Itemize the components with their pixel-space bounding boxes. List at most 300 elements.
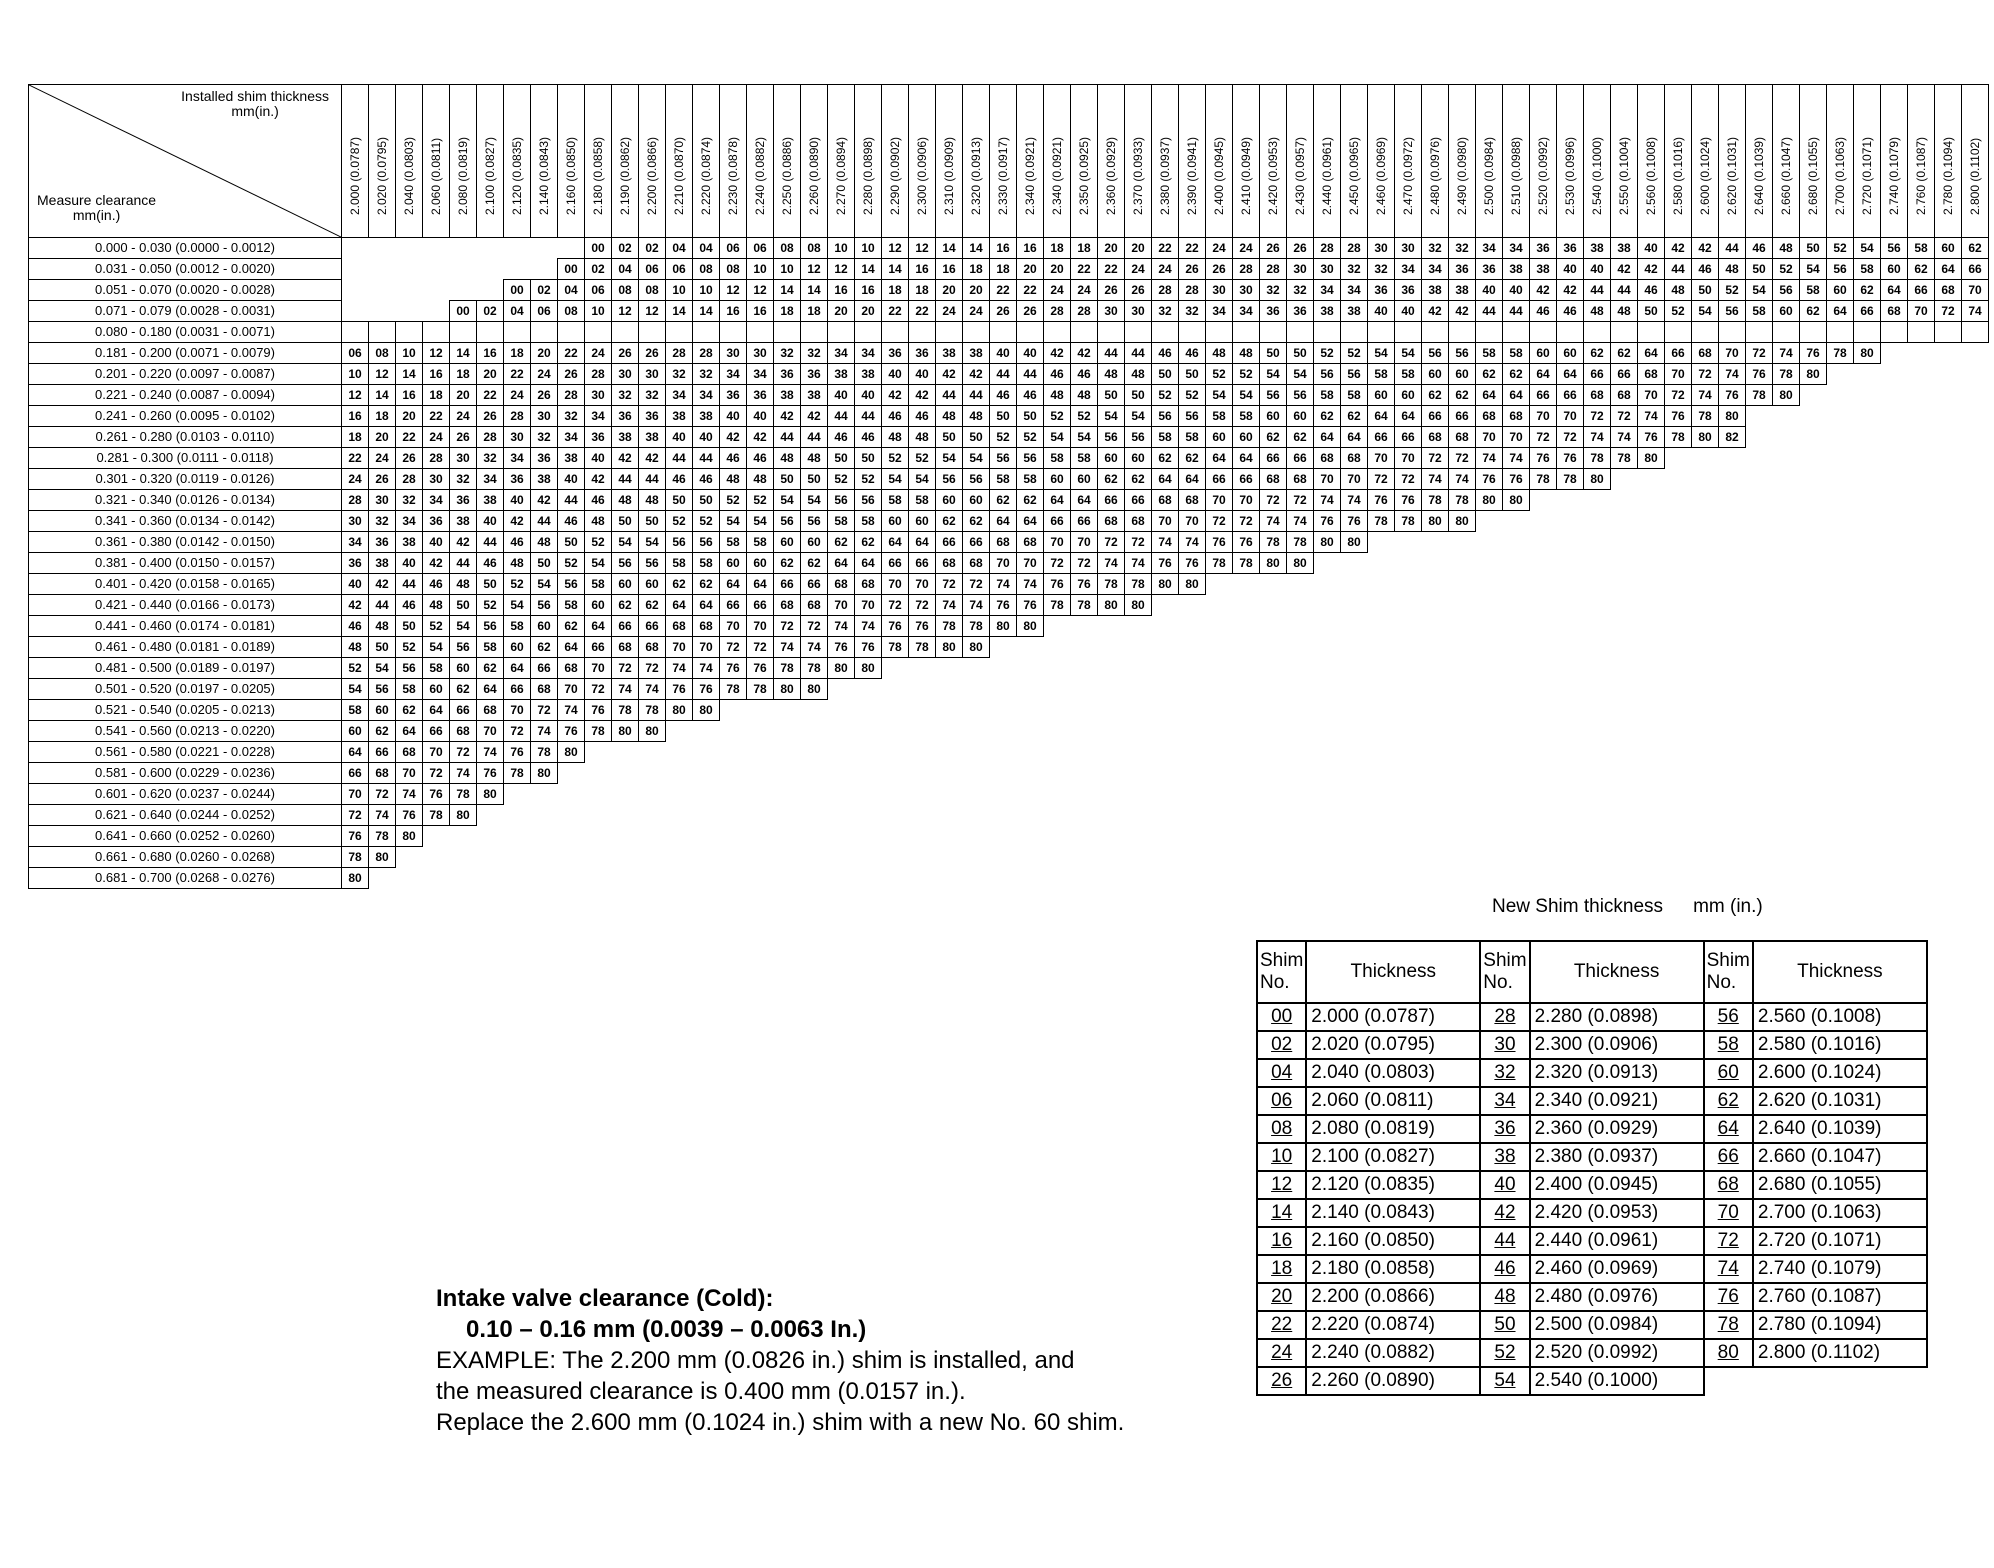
shim-number-cell: 70 (1638, 385, 1665, 406)
shim-number-cell: 34 (666, 385, 693, 406)
shim-number-cell: 78 (639, 700, 666, 721)
empty-cell (612, 826, 639, 847)
shim-number-cell: 70 (1665, 364, 1692, 385)
empty-cell (504, 826, 531, 847)
column-header-label: 2.270 (0.0894) (834, 136, 848, 215)
empty-cell (1881, 826, 1908, 847)
shim-number-cell: 62 (1800, 301, 1827, 322)
shim-number: 02 (1257, 1031, 1306, 1059)
shim-number-cell: 38 (612, 427, 639, 448)
shim-number-cell: 56 (1260, 385, 1287, 406)
empty-cell (1098, 742, 1125, 763)
shim-thickness: 2.700 (0.1063) (1753, 1199, 1927, 1227)
clearance-range-label: 0.361 - 0.380 (0.0142 - 0.0150) (29, 532, 342, 553)
shim-number-cell: 68 (963, 553, 990, 574)
shim-number-cell: 62 (531, 637, 558, 658)
blank-cell (855, 322, 882, 343)
empty-cell (1962, 721, 1989, 742)
empty-cell (1179, 700, 1206, 721)
shim-number-cell: 56 (666, 532, 693, 553)
empty-cell (1476, 553, 1503, 574)
empty-cell (1395, 784, 1422, 805)
clearance-range-label: 0.581 - 0.600 (0.0229 - 0.0236) (29, 763, 342, 784)
shim-number-cell: 30 (1125, 301, 1152, 322)
empty-cell (909, 784, 936, 805)
clearance-range-label: 0.221 - 0.240 (0.0087 - 0.0094) (29, 385, 342, 406)
empty-cell (747, 868, 774, 889)
shim-number-cell: 38 (639, 427, 666, 448)
empty-cell (990, 700, 1017, 721)
shim-number: 64 (1704, 1115, 1753, 1143)
shim-number-cell: 28 (558, 385, 585, 406)
empty-cell (1044, 700, 1071, 721)
shim-number-cell: 38 (369, 553, 396, 574)
shim-number-cell: 68 (666, 616, 693, 637)
shim-number-cell: 30 (1368, 238, 1395, 259)
empty-cell (1260, 616, 1287, 637)
empty-cell (1422, 742, 1449, 763)
shim-number-cell: 42 (801, 406, 828, 427)
empty-cell (612, 868, 639, 889)
empty-cell (342, 280, 369, 301)
shim-number-cell: 76 (1368, 490, 1395, 511)
shim-number-cell: 58 (558, 595, 585, 616)
empty-cell (1719, 658, 1746, 679)
shim-number-cell: 70 (1557, 406, 1584, 427)
shim-number-cell: 78 (1692, 406, 1719, 427)
shim-number-cell: 78 (342, 847, 369, 868)
installed-shim-column-header (990, 85, 1017, 238)
installed-shim-column-header (720, 85, 747, 238)
empty-cell (747, 784, 774, 805)
shim-number-cell: 56 (612, 553, 639, 574)
shim-number-cell: 38 (936, 343, 963, 364)
shim-number-cell: 52 (1152, 385, 1179, 406)
shim-number-cell: 66 (963, 532, 990, 553)
empty-cell (1773, 574, 1800, 595)
installed-shim-column-header (1665, 85, 1692, 238)
empty-cell (720, 784, 747, 805)
shim-number-cell: 26 (639, 343, 666, 364)
shim-number-cell: 78 (504, 763, 531, 784)
empty-cell (1530, 574, 1557, 595)
shim-number-cell: 76 (1503, 469, 1530, 490)
shim-number-cell: 32 (477, 448, 504, 469)
shim-number-cell: 54 (342, 679, 369, 700)
shim-number-cell: 24 (936, 301, 963, 322)
table-row (29, 259, 1989, 280)
empty-cell (1719, 616, 1746, 637)
shim-number-cell: 26 (1098, 280, 1125, 301)
shim-number-cell: 24 (1206, 238, 1233, 259)
shim-number-cell: 64 (828, 553, 855, 574)
shim-thickness: 2.540 (0.1000) (1530, 1367, 1704, 1395)
shim-number-cell: 50 (1800, 238, 1827, 259)
shim-number-cell: 34 (1422, 259, 1449, 280)
table-row (29, 637, 1989, 658)
empty-cell (396, 847, 423, 868)
shim-number-cell: 36 (612, 406, 639, 427)
empty-cell (1287, 868, 1314, 889)
empty-cell (612, 847, 639, 868)
empty-cell (1908, 490, 1935, 511)
empty-cell (1368, 574, 1395, 595)
empty-cell (1422, 826, 1449, 847)
table-row (29, 574, 1989, 595)
empty-cell (1638, 574, 1665, 595)
empty-cell (1908, 784, 1935, 805)
shim-number-cell: 72 (1044, 553, 1071, 574)
shim-number-cell: 66 (1233, 469, 1260, 490)
shim-number-cell: 38 (855, 364, 882, 385)
empty-cell (1719, 868, 1746, 889)
shim-number-cell: 46 (666, 469, 693, 490)
empty-cell (1422, 805, 1449, 826)
empty-cell (1287, 679, 1314, 700)
empty-cell (1773, 616, 1800, 637)
shim-number-cell: 38 (1449, 280, 1476, 301)
empty-cell (1935, 511, 1962, 532)
empty-cell (1422, 700, 1449, 721)
shim-number-cell: 32 (1422, 238, 1449, 259)
shim-number-cell: 42 (1557, 280, 1584, 301)
column-header-label: 2.100 (0.0827) (483, 136, 497, 215)
shim-number-cell: 50 (693, 490, 720, 511)
blank-cell (585, 322, 612, 343)
shim-number-cell: 20 (1125, 238, 1152, 259)
blank-cell (342, 322, 369, 343)
empty-cell (1854, 553, 1881, 574)
empty-cell (1854, 406, 1881, 427)
shim-number-cell: 64 (504, 658, 531, 679)
shim-number-cell: 58 (693, 553, 720, 574)
shim-number-cell: 64 (558, 637, 585, 658)
empty-cell (1908, 595, 1935, 616)
shim-number-cell: 16 (747, 301, 774, 322)
empty-cell (1753, 1367, 1927, 1395)
empty-cell (1800, 553, 1827, 574)
shim-number-cell: 54 (612, 532, 639, 553)
empty-cell (1854, 574, 1881, 595)
shim-number-cell: 62 (1017, 490, 1044, 511)
shim-number-cell: 74 (612, 679, 639, 700)
shim-number-cell: 32 (396, 490, 423, 511)
shim-number-cell: 70 (1530, 406, 1557, 427)
shim-number-cell: 24 (1044, 280, 1071, 301)
table-row (29, 742, 1989, 763)
empty-cell (1827, 595, 1854, 616)
shim-number-cell: 02 (612, 238, 639, 259)
empty-cell (1719, 742, 1746, 763)
shim-number-cell: 36 (585, 427, 612, 448)
shim-number-cell: 70 (882, 574, 909, 595)
shim-thickness: 2.300 (0.0906) (1530, 1031, 1704, 1059)
empty-cell (1287, 574, 1314, 595)
empty-cell (423, 826, 450, 847)
shim-number-cell: 12 (612, 301, 639, 322)
shim-number-cell: 64 (1530, 364, 1557, 385)
shim-number-cell: 64 (1557, 364, 1584, 385)
empty-cell (1179, 742, 1206, 763)
empty-cell (1962, 805, 1989, 826)
empty-cell (1746, 553, 1773, 574)
empty-cell (1746, 679, 1773, 700)
empty-cell (1233, 826, 1260, 847)
empty-cell (477, 259, 504, 280)
shim-number-cell: 46 (396, 595, 423, 616)
shim-number-cell: 46 (990, 385, 1017, 406)
empty-cell (855, 721, 882, 742)
shim-number: 70 (1704, 1199, 1753, 1227)
shim-number-cell: 76 (1557, 448, 1584, 469)
empty-cell (909, 700, 936, 721)
shim-number-cell: 58 (1206, 406, 1233, 427)
blank-cell (1665, 322, 1692, 343)
shim-number-cell: 42 (585, 469, 612, 490)
shim-number-cell: 66 (909, 553, 936, 574)
shim-thickness: 2.720 (0.1071) (1753, 1227, 1927, 1255)
empty-cell (1719, 532, 1746, 553)
empty-cell (1827, 868, 1854, 889)
empty-cell (1179, 868, 1206, 889)
shim-number-cell: 48 (1584, 301, 1611, 322)
shim-number-cell: 60 (1368, 385, 1395, 406)
shim-number-cell: 66 (801, 574, 828, 595)
empty-cell (1935, 448, 1962, 469)
empty-cell (1287, 721, 1314, 742)
shim-number-cell: 32 (801, 343, 828, 364)
empty-cell (1692, 448, 1719, 469)
empty-cell (936, 784, 963, 805)
empty-cell (1152, 784, 1179, 805)
shim-number-cell: 66 (1422, 406, 1449, 427)
shim-number-cell: 58 (585, 574, 612, 595)
shim-number-cell: 30 (504, 427, 531, 448)
shim-number-cell: 66 (531, 658, 558, 679)
shim-number-cell: 56 (1341, 364, 1368, 385)
empty-cell (1476, 679, 1503, 700)
shim-number-cell: 66 (450, 700, 477, 721)
empty-cell (1854, 700, 1881, 721)
empty-cell (855, 700, 882, 721)
column-header-label: 2.540 (0.1000) (1590, 136, 1604, 215)
empty-cell (1881, 448, 1908, 469)
empty-cell (1287, 700, 1314, 721)
shim-number-cell: 42 (909, 385, 936, 406)
measure-clearance-label-line2: mm(in.) (72, 207, 121, 223)
empty-cell (1827, 385, 1854, 406)
empty-cell (1638, 742, 1665, 763)
installed-shim-column-header (936, 85, 963, 238)
empty-cell (1854, 364, 1881, 385)
shim-thickness: 2.440 (0.0961) (1530, 1227, 1704, 1255)
empty-cell (1881, 679, 1908, 700)
shim-number-cell: 62 (1341, 406, 1368, 427)
shim-number-cell: 76 (1179, 553, 1206, 574)
shim-number-cell: 76 (909, 616, 936, 637)
empty-cell (1395, 658, 1422, 679)
shim-number-cell: 80 (639, 721, 666, 742)
empty-cell (990, 742, 1017, 763)
shim-number-cell: 68 (1638, 364, 1665, 385)
shim-number-cell: 74 (936, 595, 963, 616)
shim-number-cell: 74 (1449, 469, 1476, 490)
empty-cell (1152, 826, 1179, 847)
shim-thickness: 2.140 (0.0843) (1306, 1199, 1480, 1227)
shim-number-cell: 78 (1530, 469, 1557, 490)
clearance-range-label: 0.541 - 0.560 (0.0213 - 0.0220) (29, 721, 342, 742)
shim-number-cell: 24 (1125, 259, 1152, 280)
empty-cell (531, 805, 558, 826)
table-row (29, 343, 1989, 364)
empty-cell (1665, 553, 1692, 574)
empty-cell (1773, 763, 1800, 784)
shim-number-cell: 74 (1152, 532, 1179, 553)
shim-number-cell: 62 (855, 532, 882, 553)
empty-cell (1827, 427, 1854, 448)
empty-cell (882, 805, 909, 826)
empty-cell (1530, 847, 1557, 868)
blank-cell (1611, 322, 1638, 343)
empty-cell (1287, 658, 1314, 679)
shim-number-cell: 64 (855, 553, 882, 574)
empty-cell (1800, 469, 1827, 490)
shim-number-cell: 72 (1287, 490, 1314, 511)
shim-number-cell: 68 (801, 595, 828, 616)
empty-cell (1692, 700, 1719, 721)
shim-number-cell: 52 (1719, 280, 1746, 301)
empty-cell (1314, 553, 1341, 574)
shim-number-cell: 30 (1206, 280, 1233, 301)
shim-number-cell: 74 (477, 742, 504, 763)
shim-number-cell: 44 (801, 427, 828, 448)
empty-cell (1800, 679, 1827, 700)
shim-number-cell: 10 (666, 280, 693, 301)
shim-number-cell: 08 (720, 259, 747, 280)
shim-number-cell: 04 (504, 301, 531, 322)
column-header-label: 2.520 (0.0992) (1536, 136, 1550, 215)
table-row (29, 721, 1989, 742)
table-row (29, 616, 1989, 637)
shim-number-cell: 60 (801, 532, 828, 553)
shim-number-cell: 34 (1233, 301, 1260, 322)
shim-number-cell: 68 (450, 721, 477, 742)
shim-number-cell: 62 (1152, 448, 1179, 469)
empty-cell (1476, 637, 1503, 658)
empty-cell (1260, 679, 1287, 700)
empty-cell (963, 868, 990, 889)
shim-number-cell: 48 (1611, 301, 1638, 322)
empty-cell (1800, 448, 1827, 469)
shim-number: 20 (1257, 1283, 1306, 1311)
empty-cell (1476, 868, 1503, 889)
empty-cell (1098, 805, 1125, 826)
shim-number-cell: 30 (450, 448, 477, 469)
table-row (29, 490, 1989, 511)
empty-cell (1827, 406, 1854, 427)
empty-cell (1314, 847, 1341, 868)
shim-number-cell: 20 (369, 427, 396, 448)
empty-cell (1341, 553, 1368, 574)
empty-cell (1962, 763, 1989, 784)
empty-cell (1476, 574, 1503, 595)
shim-number-cell: 62 (558, 616, 585, 637)
shim-number-cell: 58 (1746, 301, 1773, 322)
empty-cell (747, 826, 774, 847)
empty-cell (1935, 826, 1962, 847)
shim-number-cell: 14 (963, 238, 990, 259)
empty-cell (1584, 637, 1611, 658)
installed-shim-column-header (585, 85, 612, 238)
installed-shim-column-header (1557, 85, 1584, 238)
empty-cell (1449, 595, 1476, 616)
empty-cell (504, 847, 531, 868)
empty-cell (1881, 742, 1908, 763)
empty-cell (1557, 742, 1584, 763)
empty-cell (1638, 868, 1665, 889)
shim-number-cell: 26 (1125, 280, 1152, 301)
table-row (1257, 1339, 1927, 1367)
shim-number-cell: 80 (450, 805, 477, 826)
shim-number-cell: 72 (801, 616, 828, 637)
shim-number-cell: 44 (1503, 301, 1530, 322)
installed-shim-column-header (504, 85, 531, 238)
empty-cell (1584, 721, 1611, 742)
empty-cell (1746, 700, 1773, 721)
shim-number-cell: 50 (639, 511, 666, 532)
empty-cell (1584, 574, 1611, 595)
shim-number-cell: 34 (396, 511, 423, 532)
empty-cell (1773, 805, 1800, 826)
shim-number-cell: 42 (639, 448, 666, 469)
empty-cell (1881, 784, 1908, 805)
shim-number-cell: 56 (1098, 427, 1125, 448)
clearance-range-label: 0.441 - 0.460 (0.0174 - 0.0181) (29, 616, 342, 637)
empty-cell (1611, 742, 1638, 763)
shim-number-cell: 70 (396, 763, 423, 784)
empty-cell (855, 847, 882, 868)
shim-number-cell: 64 (1395, 406, 1422, 427)
empty-cell (1935, 532, 1962, 553)
shim-number-cell: 76 (990, 595, 1017, 616)
shim-selection-chart (28, 84, 1989, 889)
empty-cell (1962, 826, 1989, 847)
shim-number-cell: 68 (936, 553, 963, 574)
shim-number-cell: 28 (1152, 280, 1179, 301)
empty-cell (1557, 553, 1584, 574)
empty-cell (666, 805, 693, 826)
empty-cell (1908, 532, 1935, 553)
column-header-label: 2.580 (0.1016) (1671, 136, 1685, 215)
table-row (29, 511, 1989, 532)
empty-cell (1962, 532, 1989, 553)
empty-cell (1935, 784, 1962, 805)
empty-cell (1962, 406, 1989, 427)
empty-cell (1530, 532, 1557, 553)
shim-number-cell: 72 (1395, 469, 1422, 490)
empty-cell (1125, 679, 1152, 700)
shim-number-cell: 76 (720, 658, 747, 679)
empty-cell (1719, 595, 1746, 616)
shim-number-cell: 74 (369, 805, 396, 826)
empty-cell (1044, 637, 1071, 658)
shim-number-cell: 40 (1368, 301, 1395, 322)
shim-number: 06 (1257, 1087, 1306, 1115)
shim-number-cell: 58 (477, 637, 504, 658)
shim-number-cell: 10 (747, 259, 774, 280)
empty-cell (1611, 763, 1638, 784)
empty-cell (531, 259, 558, 280)
